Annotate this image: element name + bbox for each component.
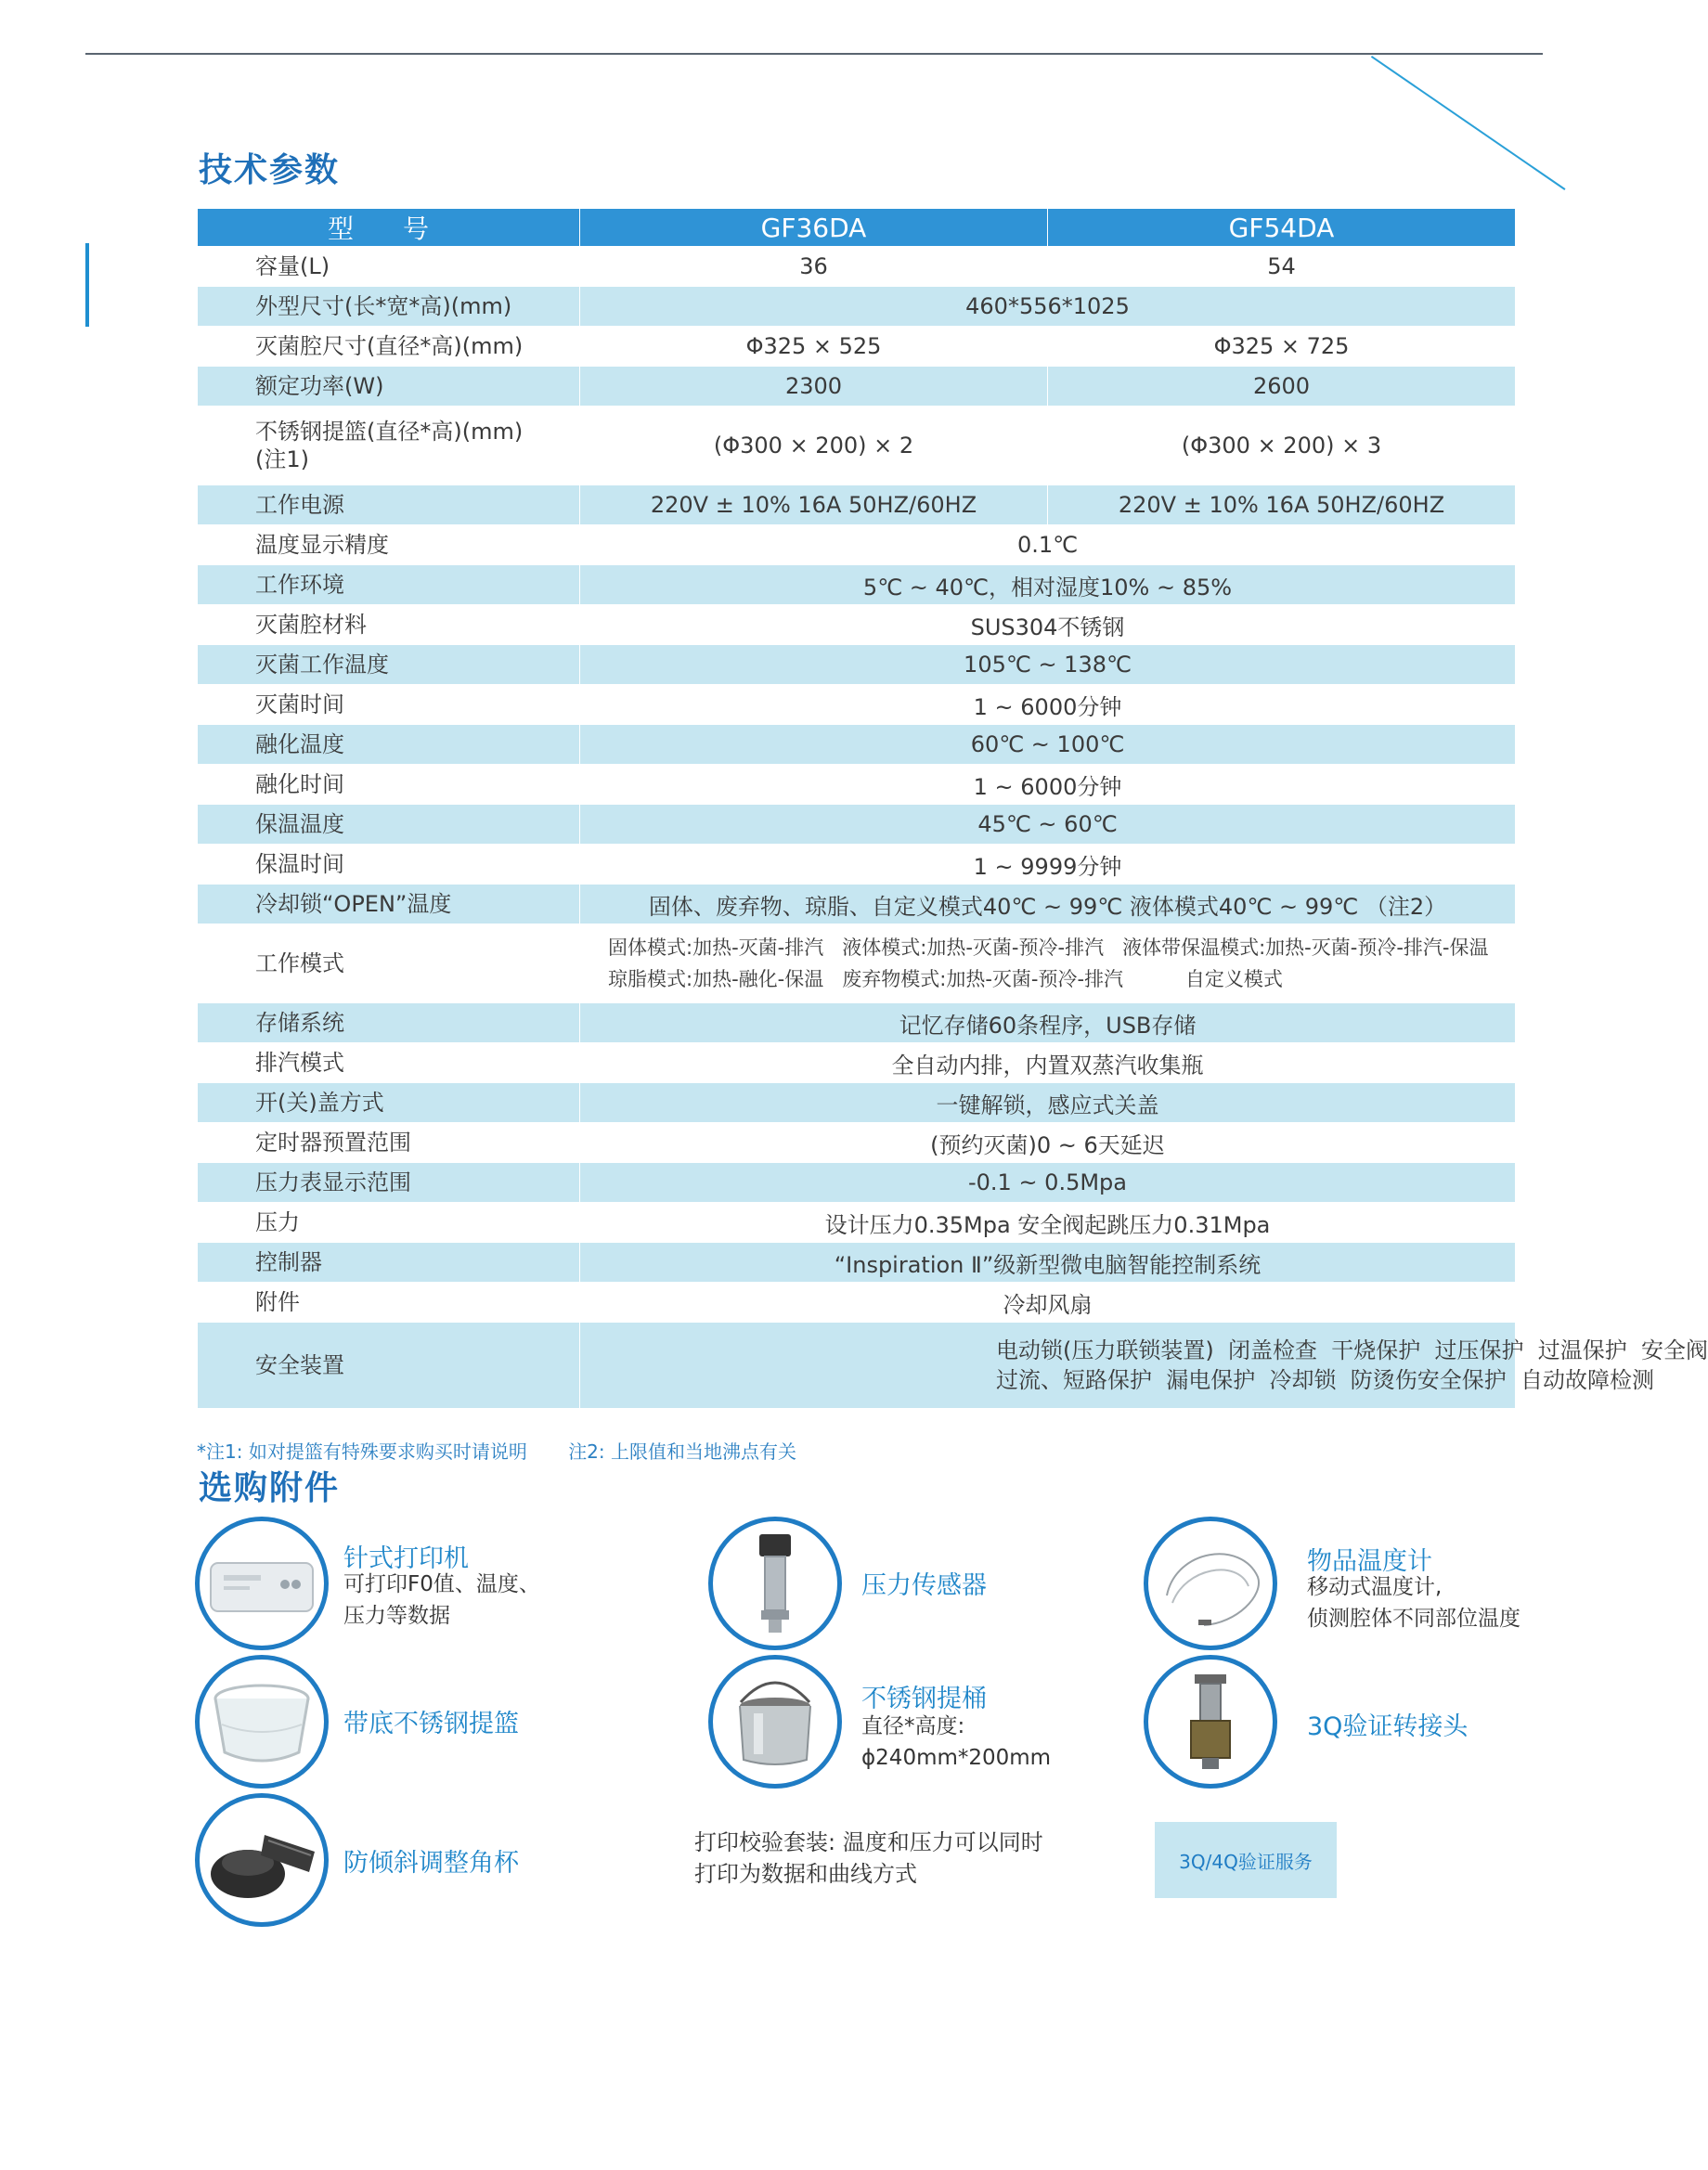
spec-label: 温度显示精度: [198, 525, 580, 565]
spec-value: 全自动内排，内置双蒸汽收集瓶: [580, 1043, 1516, 1083]
spec-label: 灭菌腔材料: [198, 605, 580, 645]
basket-name: 带底不锈钢提篮: [343, 1710, 519, 1738]
spec-value: 45℃ ~ 60℃: [580, 805, 1516, 845]
leveling-cup-icon: [200, 1798, 324, 1922]
footnotes: [197, 1437, 832, 1464]
printer-desc: [343, 1569, 540, 1632]
cup-image: [195, 1793, 329, 1927]
spec-label: 控制器: [198, 1243, 580, 1283]
spec-label: 开(关)盖方式: [198, 1083, 580, 1123]
spec-label: 附件: [198, 1283, 580, 1323]
spec-label: 额定功率(W): [198, 367, 580, 407]
spec-row-chamber-size: [198, 327, 1516, 367]
spec-value: 1 ~ 6000分钟: [580, 765, 1516, 805]
validation-service-badge: 3Q/4Q验证服务: [1155, 1822, 1337, 1898]
spec-label: 保温温度: [198, 805, 580, 845]
bucket-desc-line-1: 直径*高度:: [861, 1714, 965, 1738]
spec-label: 灭菌腔尺寸(直径*高)(mm): [198, 327, 580, 367]
spec-row-capacity: [198, 247, 1516, 287]
spec-value: 固体、废弃物、琼脂、自定义模式40℃ ~ 99℃ 液体模式40℃ ~ 99℃ （注2）: [580, 885, 1516, 924]
spec-value-b: 54: [1048, 247, 1516, 287]
spec-label: 工作环境: [198, 565, 580, 605]
thermometer-desc-line-2: 侦测腔体不同部位温度: [1307, 1607, 1520, 1631]
spec-value: 设计压力0.35Mpa 安全阀起跳压力0.31Mpa: [580, 1203, 1516, 1243]
spec-value: 记忆存储60条程序，USB存储: [580, 1003, 1516, 1043]
spec-label: [198, 407, 580, 485]
spec-label: 压力表显示范围: [198, 1163, 580, 1203]
spec-row-power-supply: [198, 485, 1516, 525]
spec-label: 外型尺寸(长*宽*高)(mm): [198, 287, 580, 327]
modes-line-2: 琼脂模式:加热-融化-保温 废弃物模式:加热-灭菌-预冷-排汽 自定义模式: [608, 968, 1283, 990]
print-kit-text: [694, 1827, 1043, 1890]
corner-diagonal-rule: [1371, 56, 1566, 190]
spec-row-storage: [198, 1003, 1516, 1043]
spec-value: 1 ~ 9999分钟: [580, 845, 1516, 885]
spec-row-chamber-material: [198, 605, 1516, 645]
bucket-desc: [861, 1711, 1051, 1774]
left-margin-mark: [85, 243, 89, 327]
spec-row-temp-precision: [198, 525, 1516, 565]
spec-label: 定时器预置范围: [198, 1123, 580, 1163]
printer-name: 针式打印机: [343, 1544, 469, 1573]
spec-row-power: [198, 367, 1516, 407]
spec-row-melt-time: [198, 765, 1516, 805]
spec-value-b: 220V ± 10% 16A 50HZ/60HZ: [1048, 485, 1516, 525]
safety-line-1: 电动锁(压力联锁装置) 闭盖检查 干烧保护 过压保护 过温保护 安全阀: [996, 1337, 1708, 1363]
spec-value: “Inspiration Ⅱ”级新型微电脑智能控制系统: [580, 1243, 1516, 1283]
spec-value-a: 36: [580, 247, 1048, 287]
header-model-b: GF54DA: [1048, 209, 1516, 247]
printer-desc-line-2: 压力等数据: [343, 1604, 450, 1628]
bucket-image: [708, 1655, 842, 1789]
spec-row-warm-time: [198, 845, 1516, 885]
spec-row-safety: [198, 1323, 1516, 1409]
spec-label: 灭菌时间: [198, 685, 580, 725]
spec-row-accessory: [198, 1283, 1516, 1323]
spec-table: [197, 208, 1708, 1409]
bucket-name: 不锈钢提桶: [861, 1685, 987, 1713]
spec-row-cooling-lock: [198, 885, 1516, 924]
spec-value-safety: [580, 1323, 1708, 1409]
spec-value: 0.1℃: [580, 525, 1516, 565]
section-title-tech: 技术参数: [199, 151, 341, 189]
spec-value-a: 2300: [580, 367, 1048, 407]
spec-label: 容量(L): [198, 247, 580, 287]
sensor-name: 压力传感器: [861, 1571, 987, 1600]
adapter-name: 3Q验证转接头: [1307, 1712, 1469, 1741]
printer-icon: [200, 1521, 324, 1646]
spec-row-basket: [198, 407, 1516, 485]
spec-value-b: (Φ300 × 200) × 3: [1048, 407, 1516, 485]
spec-row-dimensions: [198, 287, 1516, 327]
spec-value-b: 2600: [1048, 367, 1516, 407]
adapter-image: [1144, 1655, 1277, 1789]
print-kit-line-2: 打印为数据和曲线方式: [694, 1861, 917, 1887]
spec-label: 存储系统: [198, 1003, 580, 1043]
spec-label: 排汽模式: [198, 1043, 580, 1083]
header-model-label: 型 号: [198, 209, 580, 247]
spec-row-gauge: [198, 1163, 1516, 1203]
spec-label: 融化时间: [198, 765, 580, 805]
section-title-accessories: 选购附件: [199, 1469, 341, 1507]
spec-row-timer: [198, 1123, 1516, 1163]
spec-row-sterilize-temp: [198, 645, 1516, 685]
spec-label-line1: 不锈钢提篮(直径*高)(mm): [255, 419, 524, 445]
spec-label: 安全装置: [198, 1323, 580, 1409]
thermometer-desc-line-1: 移动式温度计,: [1307, 1575, 1443, 1599]
spec-value-a: Φ325 × 525: [580, 327, 1048, 367]
thermometer-desc: [1307, 1571, 1520, 1634]
spec-label-line2: (注1): [255, 446, 309, 472]
sensor-image: [708, 1517, 842, 1650]
spec-label: 冷却锁“OPEN”温度: [198, 885, 580, 924]
spec-label: 融化温度: [198, 725, 580, 765]
spec-label: 保温时间: [198, 845, 580, 885]
spec-value-modes: [580, 924, 1516, 1003]
spec-header-row: [198, 209, 1516, 247]
spec-value-a: (Φ300 × 200) × 2: [580, 407, 1048, 485]
top-rule: [85, 53, 1543, 55]
spec-label: 灭菌工作温度: [198, 645, 580, 685]
spec-value-a: 220V ± 10% 16A 50HZ/60HZ: [580, 485, 1048, 525]
spec-value: 1 ~ 6000分钟: [580, 685, 1516, 725]
spec-value: 105℃ ~ 138℃: [580, 645, 1516, 685]
footnote-2: 注2: 上限值和当地沸点有关: [568, 1440, 797, 1463]
spec-row-controller: [198, 1243, 1516, 1283]
pressure-sensor-icon: [713, 1521, 837, 1646]
spec-value: -0.1 ~ 0.5Mpa: [580, 1163, 1516, 1203]
spec-row-environment: [198, 565, 1516, 605]
spec-row-melt-temp: [198, 725, 1516, 765]
spec-row-work-modes: [198, 924, 1516, 1003]
safety-line-2: 过流、短路保护 漏电保护 冷却锁 防烫伤安全保护 自动故障检测: [996, 1367, 1655, 1393]
printer-image: [195, 1517, 329, 1650]
printer-desc-line-1: 可打印F0值、温度、: [343, 1572, 540, 1596]
spec-row-sterilize-time: [198, 685, 1516, 725]
spec-value: 5℃ ~ 40℃，相对湿度10% ~ 85%: [580, 565, 1516, 605]
probe-thermometer-icon: [1148, 1521, 1273, 1646]
print-kit-line-1: 打印校验套装: 温度和压力可以同时: [694, 1829, 1043, 1855]
spec-label: 工作模式: [198, 924, 580, 1003]
spec-row-pressure: [198, 1203, 1516, 1243]
spec-value: (预约灭菌)0 ~ 6天延迟: [580, 1123, 1516, 1163]
basket-image: [195, 1655, 329, 1789]
header-model-a: GF36DA: [580, 209, 1048, 247]
spec-row-warm-temp: [198, 805, 1516, 845]
basket-icon: [200, 1660, 324, 1784]
bucket-desc-line-2: ϕ240mm*200mm: [861, 1746, 1052, 1770]
spec-value: 60℃ ~ 100℃: [580, 725, 1516, 765]
cup-name: 防倾斜调整角杯: [343, 1849, 519, 1878]
spec-value: 460*556*1025: [580, 287, 1516, 327]
spec-value-b: Φ325 × 725: [1048, 327, 1516, 367]
thermometer-image: [1144, 1517, 1277, 1650]
bucket-icon: [713, 1660, 837, 1784]
spec-value: 一键解锁，感应式关盖: [580, 1083, 1516, 1123]
thermometer-name: 物品温度计: [1307, 1547, 1432, 1576]
adapter-icon: [1148, 1660, 1273, 1784]
modes-line-1: 固体模式:加热-灭菌-排汽 液体模式:加热-灭菌-预冷-排汽 液体带保温模式:加热-灭菌-预冷-排汽-保温: [608, 936, 1489, 959]
spec-label: 工作电源: [198, 485, 580, 525]
spec-label: 压力: [198, 1203, 580, 1243]
footnote-1: *注1: 如对提篮有特殊要求购买时请说明: [197, 1440, 527, 1463]
spec-row-lid: [198, 1083, 1516, 1123]
spec-row-exhaust: [198, 1043, 1516, 1083]
spec-value: 冷却风扇: [580, 1283, 1516, 1323]
spec-value: SUS304不锈钢: [580, 605, 1516, 645]
